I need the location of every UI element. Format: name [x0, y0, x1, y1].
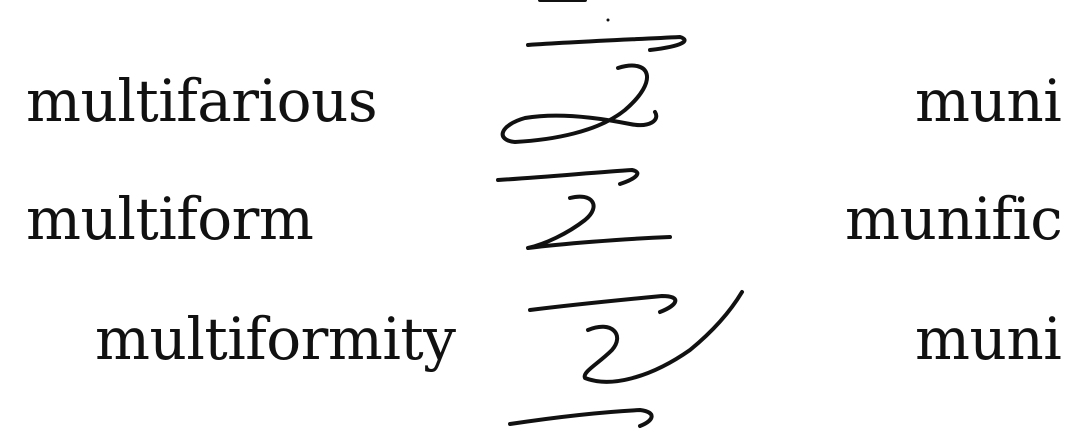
shorthand-outline-icon — [498, 170, 670, 248]
entry-word-multifarious: multifarious — [26, 67, 378, 135]
shorthand-outline-icon — [503, 37, 685, 142]
entry-word-multiform: multiform — [26, 185, 314, 253]
ink-dot — [607, 19, 610, 22]
shorthand-outline-icon — [530, 292, 742, 382]
entry-word-right-2: munific — [845, 185, 1063, 253]
entry-word-right-3: muni — [915, 305, 1062, 373]
entry-word-right-1: muni — [915, 67, 1062, 135]
shorthand-outline-icon — [510, 410, 652, 426]
entry-word-multiformity: multiformity — [95, 305, 456, 373]
